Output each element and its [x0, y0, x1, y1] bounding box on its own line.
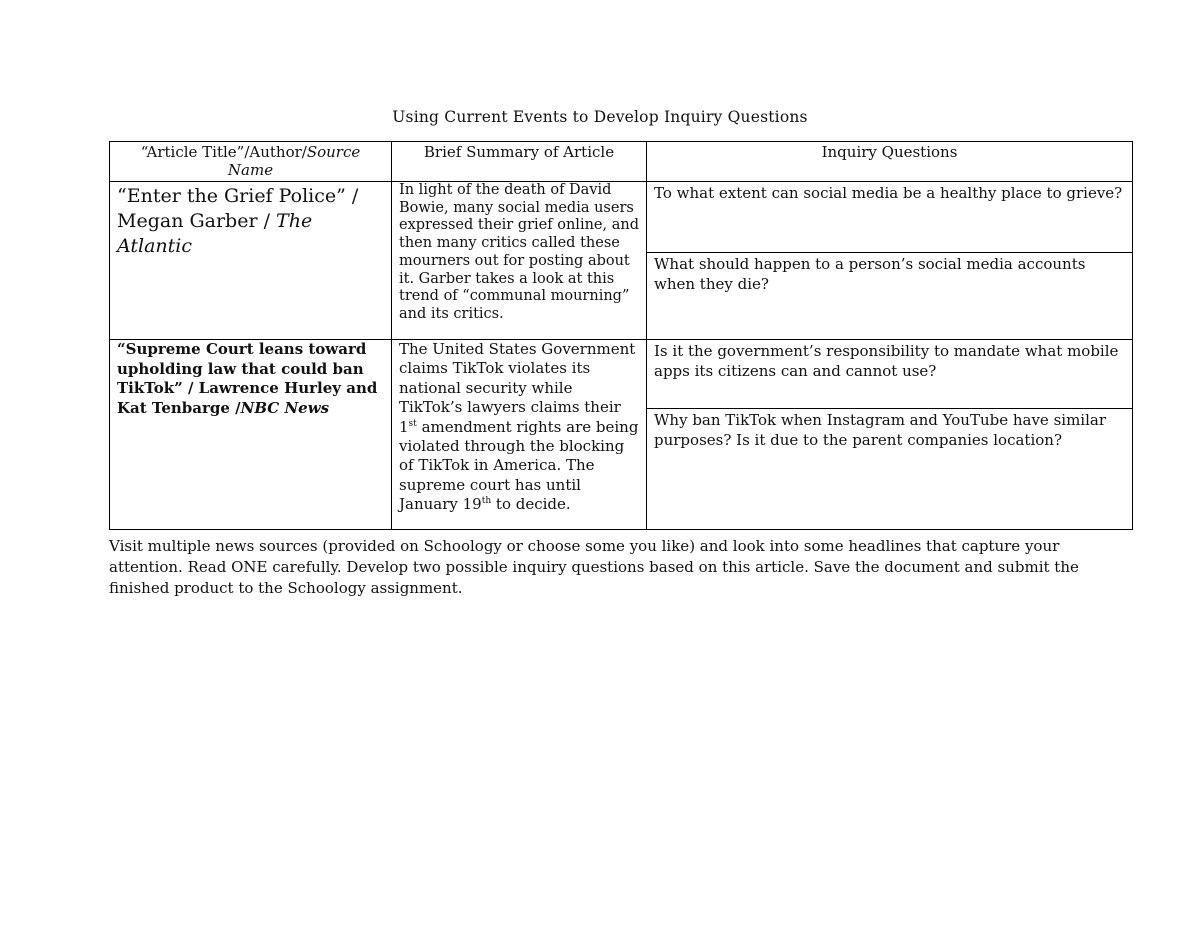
inquiry-table — [109, 141, 1133, 530]
header-questions: Inquiry Questions — [647, 142, 1133, 182]
article-cell: “Supreme Court leans toward upholding law that could ban TikTok” / Lawrence Hurley and Kat Tenbarge /NBC News — [110, 340, 392, 530]
question-cell: What should happen to a person’s social media accounts when they die? — [647, 253, 1133, 340]
table-row — [110, 182, 1133, 253]
summary-cell: The United States Government claims TikTok violates its national security while TikTok’s lawyers claims their 1st amendment rights are being violated through the blocking of TikTok in America. The supreme court has until January 19th to decide. — [392, 340, 647, 530]
instructions-text: Visit multiple news sources (provided on Schoology or choose some you like) and look into some headlines that capture your attention. Read ONE carefully. Develop two possible inquiry questions based on this article. Save the document and submit the finished product to the Schoology assignment. — [109, 537, 1079, 597]
question-cell: Is it the government’s responsibility to mandate what mobile apps its citizens can and cannot use? — [647, 340, 1133, 409]
article-cell: “Enter the Grief Police” / Megan Garber / The Atlantic — [110, 182, 392, 340]
question-cell: Why ban TikTok when Instagram and YouTube have similar purposes? Is it due to the parent companies location? — [647, 409, 1133, 530]
summary-cell: In light of the death of David Bowie, many social media users expressed their grief online, and then many critics called these mourners out for posting about it. Garber takes a look at this trend of “communal mourning” and its critics. — [392, 182, 647, 340]
question-cell: To what extent can social media be a healthy place to grieve? — [647, 182, 1133, 253]
header-summary: Brief Summary of Article — [392, 142, 647, 182]
table-row — [110, 340, 1133, 409]
table-header-row — [110, 142, 1133, 182]
document-title: Using Current Events to Develop Inquiry Questions — [392, 108, 808, 126]
header-article: “Article Title”/Author/Source Name — [110, 142, 392, 182]
